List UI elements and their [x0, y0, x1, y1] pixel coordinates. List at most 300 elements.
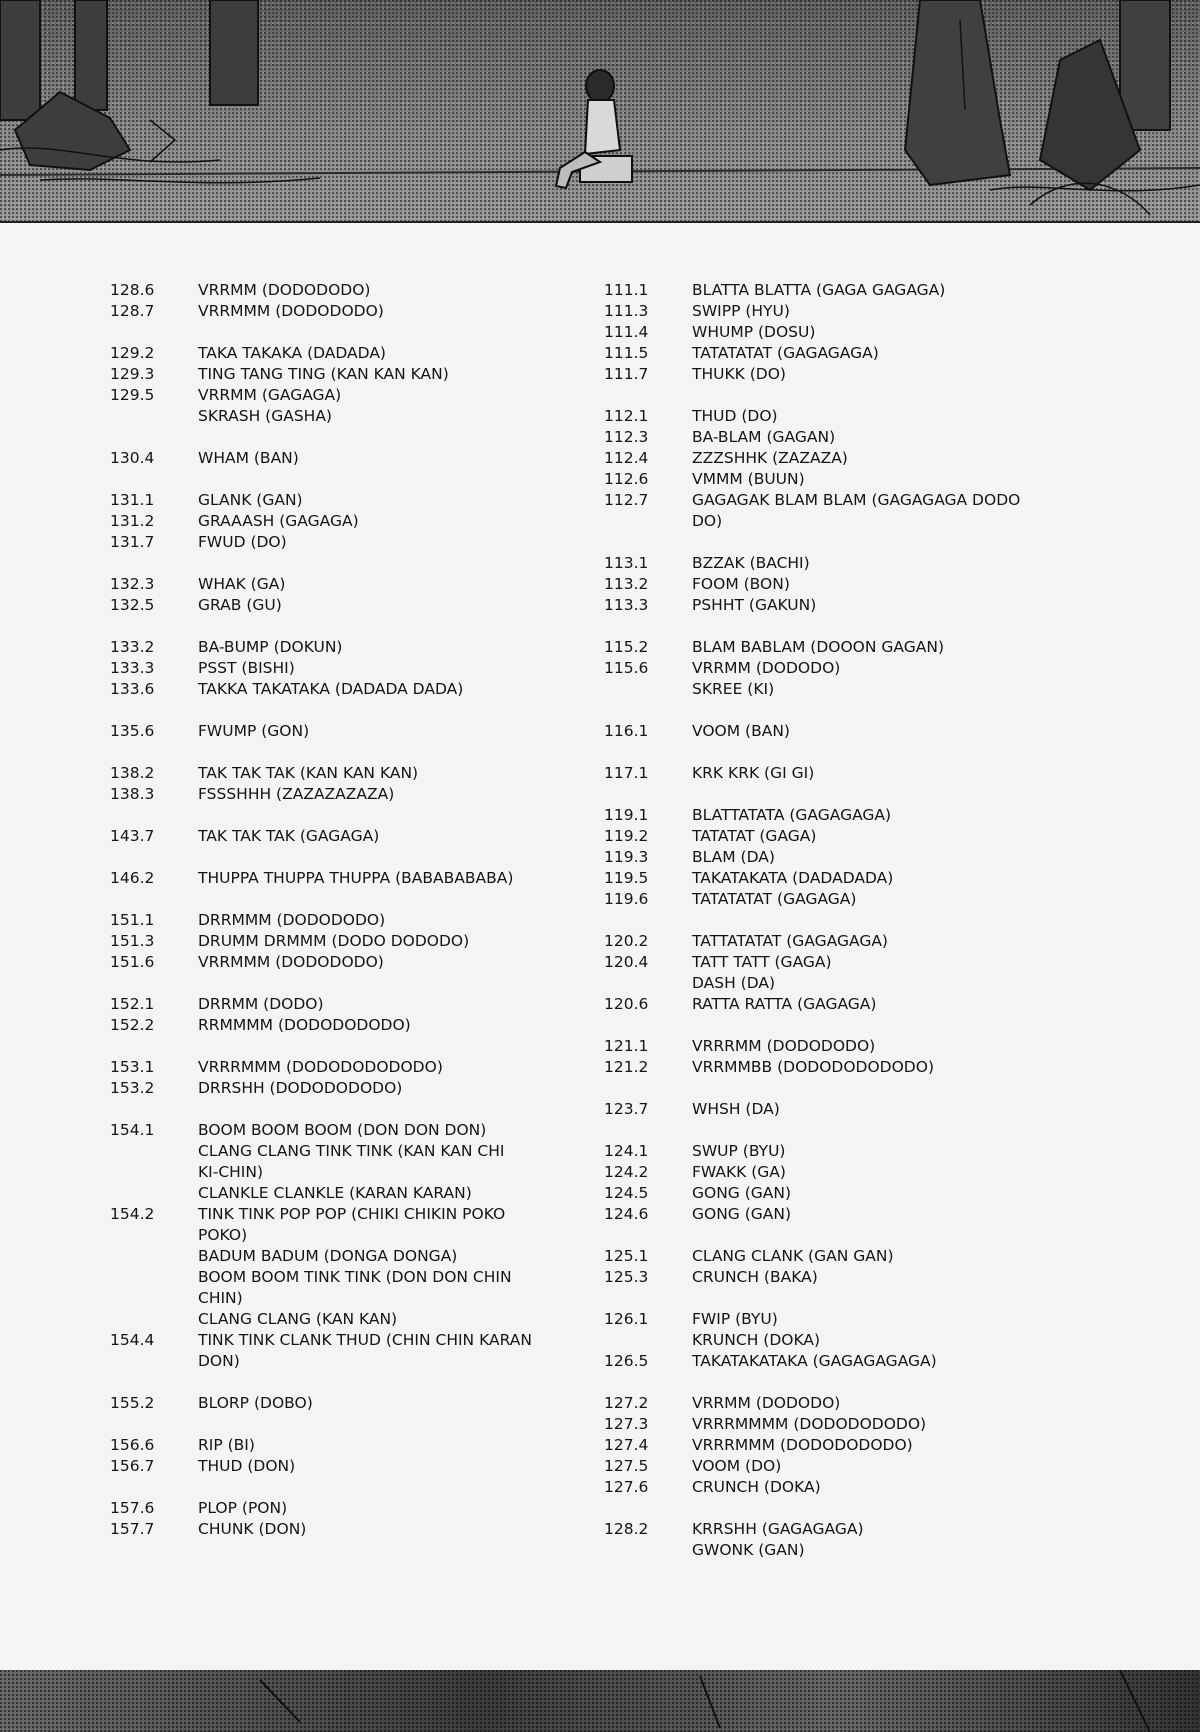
sfx-line: SWUP (BYU) [692, 1142, 786, 1160]
sfx-translation [198, 637, 570, 658]
sfx-entry [604, 1204, 1064, 1225]
sfx-line: CLANKLE CLANKLE (KARAN KARAN) [198, 1184, 472, 1202]
sfx-line: BA-BUMP (DOKUN) [198, 638, 343, 656]
sfx-entry [110, 721, 570, 742]
sfx-translation [198, 826, 570, 847]
sfx-line: THUD (DON) [198, 1457, 296, 1475]
sfx-group [110, 826, 570, 847]
sfx-entry [604, 406, 1064, 427]
sfx-line: CHIN) [198, 1289, 243, 1307]
sfx-translation [692, 364, 1064, 385]
sfx-entry [604, 1267, 1064, 1288]
sfx-line: BLATTATATA (GAGAGAGA) [692, 806, 892, 824]
sfx-entry [110, 532, 570, 553]
sfx-line: DRRMM (DODO) [198, 995, 324, 1013]
sfx-translation [198, 784, 570, 805]
sfx-entry [604, 1036, 1064, 1057]
sfx-translation [198, 385, 570, 427]
sfx-entry [604, 1456, 1064, 1477]
page-panel-number: 119.1 [604, 806, 649, 824]
page-panel-number: 156.7 [110, 1457, 155, 1475]
sfx-entry [604, 595, 1064, 616]
page-panel-number: 117.1 [604, 764, 649, 782]
sfx-entry [604, 553, 1064, 574]
page-panel-number: 129.5 [110, 386, 155, 404]
page-panel-number: 133.2 [110, 638, 155, 656]
sfx-translation [692, 1351, 1064, 1372]
sfx-entry [110, 1120, 570, 1204]
page-panel-number: 154.1 [110, 1121, 155, 1139]
page-panel-number: 115.2 [604, 638, 649, 656]
page-panel-number: 112.7 [604, 491, 649, 509]
sfx-line: TATT TATT (GAGA) [692, 953, 832, 971]
sfx-group [604, 1309, 1064, 1372]
sfx-group [110, 994, 570, 1036]
sfx-group [604, 763, 1064, 784]
page-panel-number: 154.4 [110, 1331, 155, 1349]
sfx-line: BZZAK (BACHI) [692, 554, 810, 572]
sfx-translation [198, 1057, 570, 1078]
sfx-entry [604, 1351, 1064, 1372]
sfx-translation [692, 1309, 1064, 1351]
sfx-line: VRRMM (DODODODO) [198, 281, 371, 299]
sfx-line: FSSSHHH (ZAZAZAZAZA) [198, 785, 395, 803]
page-panel-number: 111.5 [604, 344, 649, 362]
sfx-line: TAK TAK TAK (GAGAGA) [198, 827, 380, 845]
sfx-entry [110, 574, 570, 595]
sfx-line: CRUNCH (DOKA) [692, 1478, 821, 1496]
sfx-line: BLAM (DA) [692, 848, 775, 866]
sfx-line: DO) [692, 512, 723, 530]
page-panel-number: 129.2 [110, 344, 155, 362]
sfx-group [110, 910, 570, 973]
sfx-entry [110, 490, 570, 511]
page-panel-number: 112.6 [604, 470, 649, 488]
sfx-line: DASH (DA) [692, 974, 776, 992]
sfx-line: VMMM (BUUN) [692, 470, 805, 488]
sfx-translation [692, 952, 1064, 994]
sfx-translation [692, 847, 1064, 868]
sfx-line: TINK TINK CLANK THUD (CHIN CHIN KARAN [198, 1331, 532, 1349]
sfx-line: GONG (GAN) [692, 1205, 792, 1223]
page-panel-number: 131.2 [110, 512, 155, 530]
sfx-entry [110, 1519, 570, 1540]
sfx-line: DON) [198, 1352, 240, 1370]
sfx-line: ZZZSHHK (ZAZAZA) [692, 449, 848, 467]
sfx-entry [604, 637, 1064, 658]
sfx-line: PLOP (PON) [198, 1499, 288, 1517]
page-panel-number: 111.1 [604, 281, 649, 299]
sfx-entry [604, 1141, 1064, 1162]
sfx-group [110, 574, 570, 616]
sfx-translation [198, 364, 570, 385]
sfx-group [110, 763, 570, 805]
page-panel-number: 152.1 [110, 995, 155, 1013]
page-panel-number: 152.2 [110, 1016, 155, 1034]
page-panel-number: 151.6 [110, 953, 155, 971]
sfx-entry [604, 1099, 1064, 1120]
sfx-line: VOOM (BAN) [692, 722, 790, 740]
page-panel-number: 133.3 [110, 659, 155, 677]
sfx-line: TING TANG TING (KAN KAN KAN) [198, 365, 449, 383]
sfx-entry [110, 511, 570, 532]
sfx-entry [604, 1435, 1064, 1456]
sfx-translation [692, 406, 1064, 427]
sfx-entry [604, 301, 1064, 322]
page-panel-number: 126.5 [604, 1352, 649, 1370]
sfx-translation [692, 931, 1064, 952]
sfx-line: PSST (BISHI) [198, 659, 295, 677]
sfx-group [604, 1099, 1064, 1120]
sfx-line: BADUM BADUM (DONGA DONGA) [198, 1247, 458, 1265]
sfx-line: KRRSHH (GAGAGAGA) [692, 1520, 864, 1538]
sfx-translation [692, 1456, 1064, 1477]
sfx-group [110, 721, 570, 742]
sfx-entry [604, 889, 1064, 910]
page-panel-number: 128.2 [604, 1520, 649, 1538]
sfx-line: WHAK (GA) [198, 575, 286, 593]
sfx-translation [198, 1120, 570, 1204]
sfx-line: TATATATAT (GAGAGAGA) [692, 344, 879, 362]
sfx-line: TATATATAT (GAGAGA) [692, 890, 857, 908]
page-panel-number: 154.2 [110, 1205, 155, 1223]
sfx-line: FWIP (BYU) [692, 1310, 778, 1328]
sfx-entry [110, 364, 570, 385]
sfx-line: BOOM BOOM TINK TINK (DON DON CHIN [198, 1268, 512, 1286]
sfx-entry [604, 931, 1064, 952]
sfx-line: VRRMM (DODODO) [692, 659, 841, 677]
sfx-line: WHUMP (DOSU) [692, 323, 816, 341]
sfx-line: BLATTA BLATTA (GAGA GAGAGA) [692, 281, 946, 299]
sfx-translation [198, 595, 570, 616]
sfx-group [110, 448, 570, 469]
sfx-translation [198, 1519, 570, 1540]
sfx-entry [604, 826, 1064, 847]
sfx-line: CLANG CLANG (KAN KAN) [198, 1310, 398, 1328]
page-panel-number: 157.7 [110, 1520, 155, 1538]
sfx-entry [110, 784, 570, 805]
manga-texture-strip [0, 1670, 1200, 1732]
sfx-line: TAKA TAKAKA (DADADA) [198, 344, 386, 362]
page-panel-number: 120.6 [604, 995, 649, 1013]
sfx-translation [692, 343, 1064, 364]
sfx-line: FOOM (BON) [692, 575, 790, 593]
page-panel-number: 124.2 [604, 1163, 649, 1181]
page-panel-number: 131.7 [110, 533, 155, 551]
sfx-translation [692, 553, 1064, 574]
sfx-translation [198, 952, 570, 973]
sfx-line: RATTA RATTA (GAGAGA) [692, 995, 877, 1013]
page-panel-number: 119.2 [604, 827, 649, 845]
sfx-line: CLANG CLANK (GAN GAN) [692, 1247, 894, 1265]
sfx-entry [604, 658, 1064, 700]
sfx-entry [110, 385, 570, 427]
sfx-translation [692, 1435, 1064, 1456]
banner-illustration [0, 0, 1200, 223]
sfx-translation [692, 280, 1064, 301]
sfx-entry [110, 1078, 570, 1099]
sfx-translation [692, 1393, 1064, 1414]
sfx-translation [198, 763, 570, 784]
sfx-line: BLORP (DOBO) [198, 1394, 313, 1412]
page-panel-number: 111.4 [604, 323, 649, 341]
sfx-entry [110, 1393, 570, 1414]
sfx-translation [198, 1393, 570, 1414]
sfx-group [604, 721, 1064, 742]
page-panel-number: 113.2 [604, 575, 649, 593]
sfx-line: FWUMP (GON) [198, 722, 310, 740]
sfx-line: TAKKA TAKATAKA (DADADA DADA) [198, 680, 464, 698]
sfx-translation [692, 1057, 1064, 1078]
sfx-translation [692, 469, 1064, 490]
sfx-entry [604, 427, 1064, 448]
sfx-line: WHSH (DA) [692, 1100, 780, 1118]
sfx-line: SKRASH (GASHA) [198, 407, 332, 425]
sfx-entry [110, 952, 570, 973]
sfx-translation [198, 1330, 570, 1372]
sfx-entry [110, 448, 570, 469]
sfx-translation [692, 574, 1064, 595]
sfx-group [604, 1393, 1064, 1498]
sfx-translation [692, 721, 1064, 742]
sfx-entry [110, 910, 570, 931]
sfx-entry [110, 1456, 570, 1477]
sfx-entry [604, 1246, 1064, 1267]
sfx-column-left [110, 280, 570, 1561]
sfx-translation [692, 1267, 1064, 1288]
page-panel-number: 131.1 [110, 491, 155, 509]
sfx-translation [198, 658, 570, 679]
sfx-line: VRRRMMM (DODODODODODO) [198, 1058, 443, 1076]
sfx-translation [692, 322, 1064, 343]
sfx-translation [198, 994, 570, 1015]
sfx-line: WHAM (BAN) [198, 449, 299, 467]
page-panel-number: 124.6 [604, 1205, 649, 1223]
sfx-entry [604, 1162, 1064, 1183]
sfx-translation [692, 1477, 1064, 1498]
sfx-translation [198, 1456, 570, 1477]
sfx-group [110, 1435, 570, 1477]
sfx-translation [692, 826, 1064, 847]
sfx-translation [692, 1519, 1064, 1561]
sfx-line: THUKK (DO) [692, 365, 786, 383]
sfx-entry [604, 1477, 1064, 1498]
page-panel-number: 123.7 [604, 1100, 649, 1118]
sfx-line: VRRMM (GAGAGA) [198, 386, 342, 404]
sfx-entry [604, 721, 1064, 742]
page-panel-number: 128.7 [110, 302, 155, 320]
sfx-line: DRUMM DRMMM (DODO DODODO) [198, 932, 470, 950]
sfx-translation [692, 490, 1064, 532]
page-panel-number: 119.3 [604, 848, 649, 866]
sfx-translation [692, 1036, 1064, 1057]
sfx-line: GWONK (GAN) [692, 1541, 805, 1559]
page-panel-number: 119.5 [604, 869, 649, 887]
sfx-line: SWIPP (HYU) [692, 302, 790, 320]
page-panel-number: 132.3 [110, 575, 155, 593]
page-panel-number: 111.3 [604, 302, 649, 320]
sfx-entry [604, 280, 1064, 301]
sfx-entry [604, 763, 1064, 784]
page-panel-number: 112.1 [604, 407, 649, 425]
sfx-group [110, 1120, 570, 1372]
page-panel-number: 119.6 [604, 890, 649, 908]
sfx-group [110, 1393, 570, 1414]
sfx-translation [692, 1099, 1064, 1120]
page-panel-number: 146.2 [110, 869, 155, 887]
sfx-entry [604, 952, 1064, 994]
sfx-line: TATTATATAT (GAGAGAGA) [692, 932, 888, 950]
sfx-line: TINK TINK POP POP (CHIKI CHIKIN POKO [198, 1205, 506, 1223]
sfx-line: RRMMMM (DODODODODO) [198, 1016, 411, 1034]
page-panel-number: 121.1 [604, 1037, 649, 1055]
sfx-translation [692, 637, 1064, 658]
sfx-translation [198, 1435, 570, 1456]
sfx-entry [604, 1393, 1064, 1414]
sfx-line: DRRSHH (DODODODODO) [198, 1079, 403, 1097]
sfx-group [110, 637, 570, 700]
sfx-entry [604, 1057, 1064, 1078]
page-panel-number: 129.3 [110, 365, 155, 383]
sfx-translation [692, 595, 1064, 616]
sfx-entry [110, 826, 570, 847]
page-panel-number: 112.4 [604, 449, 649, 467]
sfx-group [110, 490, 570, 553]
sfx-translation [198, 1015, 570, 1036]
sfx-line: VRRRMMM (DODODODODO) [692, 1436, 913, 1454]
page-panel-number: 127.2 [604, 1394, 649, 1412]
footer-texture-band [0, 1670, 1200, 1732]
sfx-line: THUPPA THUPPA THUPPA (BABABABABA) [198, 869, 514, 887]
sfx-translation [198, 574, 570, 595]
sfx-entry [110, 1057, 570, 1078]
sfx-entry [604, 574, 1064, 595]
page-panel-number: 127.5 [604, 1457, 649, 1475]
sfx-group [604, 1036, 1064, 1078]
page-panel-number: 120.2 [604, 932, 649, 950]
sfx-group [604, 406, 1064, 532]
sfx-line: VRRMM (DODODO) [692, 1394, 841, 1412]
sfx-group [604, 553, 1064, 616]
sfx-line: TATATAT (GAGA) [692, 827, 817, 845]
page-panel-number: 133.6 [110, 680, 155, 698]
sfx-translation [198, 1078, 570, 1099]
sfx-entry [110, 679, 570, 700]
sfx-translation [692, 889, 1064, 910]
sfx-group [604, 931, 1064, 1015]
sfx-entry [110, 1435, 570, 1456]
page-panel-number: 113.3 [604, 596, 649, 614]
sfx-entry [110, 1330, 570, 1372]
sfx-line: FWUD (DO) [198, 533, 287, 551]
page-panel-number: 127.6 [604, 1478, 649, 1496]
sfx-entry [110, 595, 570, 616]
sfx-entry [110, 1015, 570, 1036]
sfx-translation [198, 1204, 570, 1330]
sfx-line: PSHHT (GAKUN) [692, 596, 817, 614]
sfx-line: POKO) [198, 1226, 248, 1244]
sfx-entry [604, 805, 1064, 826]
sfx-line: TAKATAKATA (DADADADA) [692, 869, 894, 887]
page-panel-number: 151.3 [110, 932, 155, 950]
sfx-entry [604, 847, 1064, 868]
page-panel-number: 116.1 [604, 722, 649, 740]
sfx-entry [110, 637, 570, 658]
sfx-entry [110, 994, 570, 1015]
sfx-group [604, 1519, 1064, 1561]
sfx-translation [692, 1162, 1064, 1183]
page-panel-number: 125.1 [604, 1247, 649, 1265]
sfx-group [604, 280, 1064, 385]
sfx-line: GRAAASH (GAGAGA) [198, 512, 359, 530]
sfx-group [110, 343, 570, 427]
sfx-translation [692, 1414, 1064, 1435]
sfx-translation [692, 868, 1064, 889]
sfx-translation [692, 1204, 1064, 1225]
sfx-line: CRUNCH (BAKA) [692, 1268, 818, 1286]
sfx-line: THUD (DO) [692, 407, 778, 425]
sfx-translation [692, 805, 1064, 826]
sfx-translation [692, 1246, 1064, 1267]
sfx-translation [198, 868, 570, 889]
sfx-line: SKREE (KI) [692, 680, 775, 698]
page-panel-number: 156.6 [110, 1436, 155, 1454]
page-panel-number: 120.4 [604, 953, 649, 971]
sfx-translation [692, 448, 1064, 469]
page-panel-number: 125.3 [604, 1268, 649, 1286]
sfx-translation [692, 994, 1064, 1015]
sfx-line: DRRMMM (DODODODO) [198, 911, 386, 929]
sfx-line: VOOM (DO) [692, 1457, 782, 1475]
sfx-group [110, 280, 570, 322]
sfx-translation [198, 301, 570, 322]
sfx-line: VRRMMM (DODODODO) [198, 302, 384, 320]
sfx-group [604, 1246, 1064, 1288]
sfx-entry [604, 343, 1064, 364]
sfx-translation [198, 532, 570, 553]
sfx-line: FWAKK (GA) [692, 1163, 786, 1181]
page-panel-number: 153.1 [110, 1058, 155, 1076]
page-panel-number: 113.1 [604, 554, 649, 572]
sfx-line: CHUNK (DON) [198, 1520, 307, 1538]
sfx-group [604, 805, 1064, 910]
sfx-entry [110, 868, 570, 889]
sfx-line: GONG (GAN) [692, 1184, 792, 1202]
sfx-translation [198, 343, 570, 364]
sfx-line: RIP (BI) [198, 1436, 255, 1454]
sfx-entry [604, 364, 1064, 385]
sfx-line: KRK KRK (GI GI) [692, 764, 815, 782]
sfx-line: KI-CHIN) [198, 1163, 264, 1181]
sfx-translation [198, 490, 570, 511]
sfx-entry [110, 931, 570, 952]
sfx-column-right [604, 280, 1064, 1582]
page-panel-number: 128.6 [110, 281, 155, 299]
sfx-line: VRRRMM (DODODODO) [692, 1037, 876, 1055]
sfx-line: TAKATAKATAKA (GAGAGAGAGA) [692, 1352, 937, 1370]
sfx-translation [198, 931, 570, 952]
sfx-line: KRUNCH (DOKA) [692, 1331, 821, 1349]
sfx-entry [604, 1519, 1064, 1561]
page-panel-number: 124.5 [604, 1184, 649, 1202]
sfx-translation [692, 301, 1064, 322]
page-panel-number: 111.7 [604, 365, 649, 383]
sfx-group [604, 1141, 1064, 1225]
page-panel-number: 121.2 [604, 1058, 649, 1076]
page-panel-number: 115.6 [604, 659, 649, 677]
page-panel-number: 132.5 [110, 596, 155, 614]
sfx-line: GRAB (GU) [198, 596, 282, 614]
